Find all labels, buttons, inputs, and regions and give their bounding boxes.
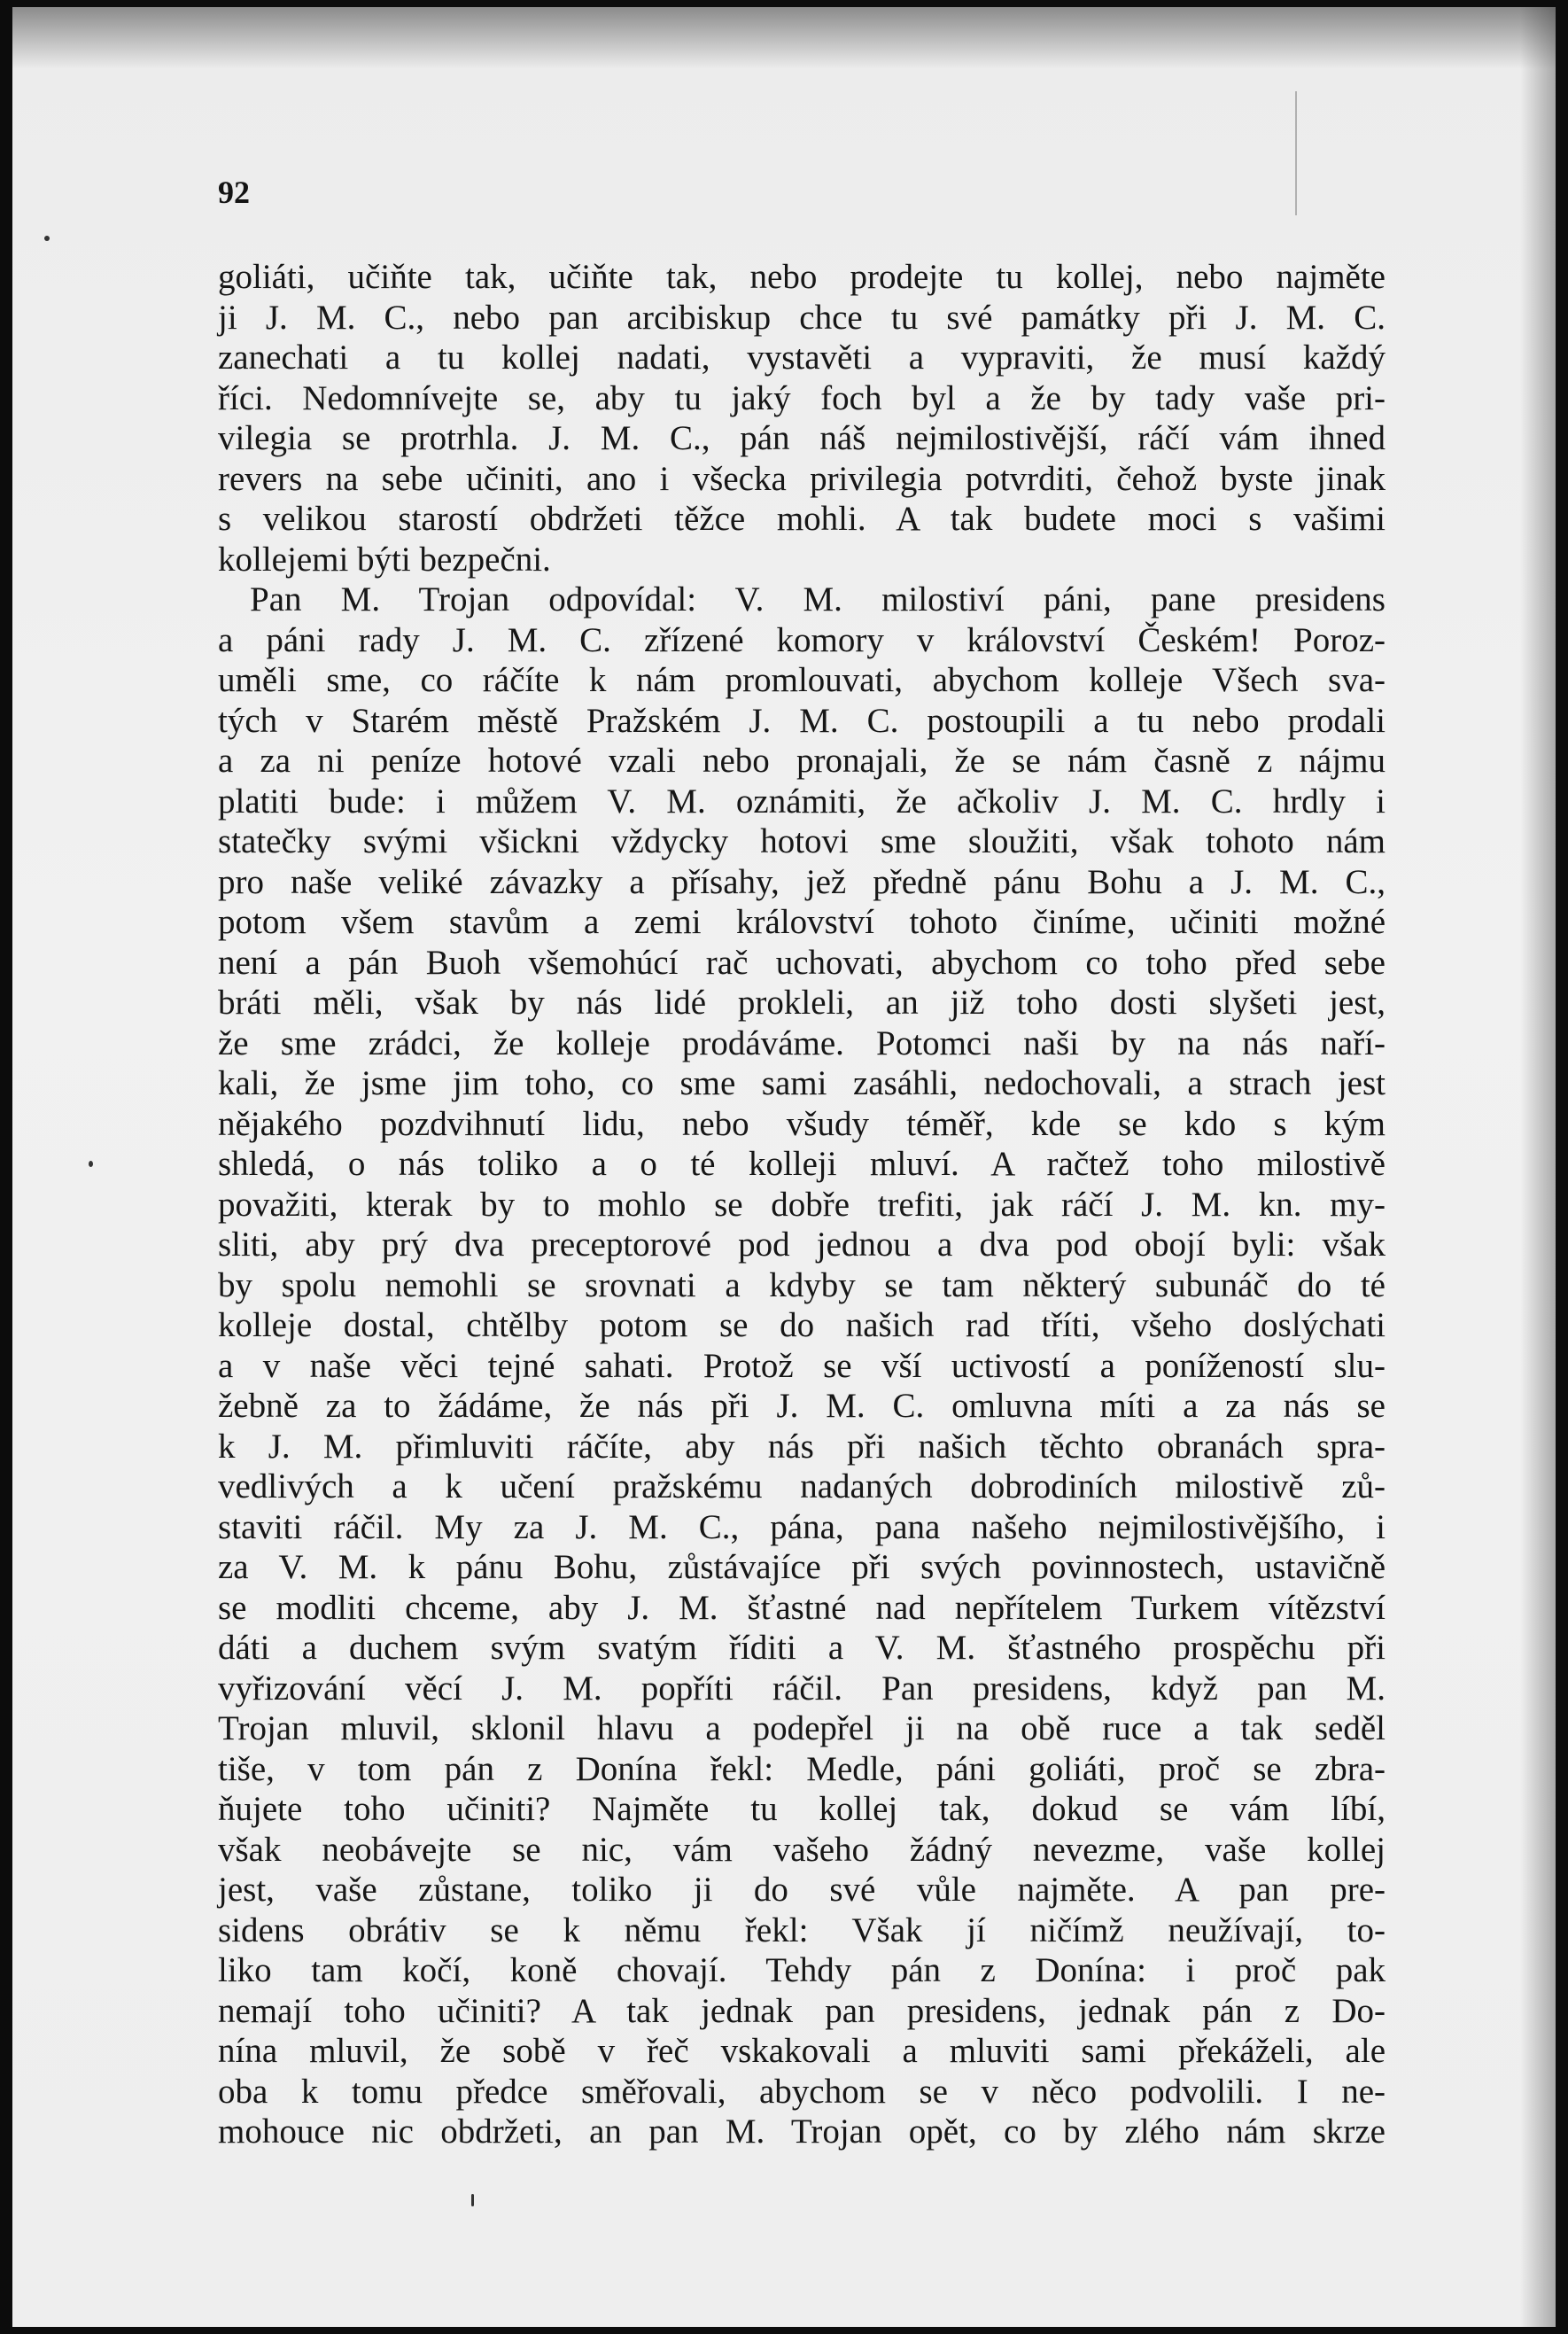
text-line: vilegia se protrhla. J. M. C., pán náš nejmilostivější, ráčí vám ihned (218, 419, 1386, 457)
text-line: jest, vaše zůstane, toliko ji do své vůle najměte. A pan pre- (218, 1871, 1386, 1909)
text-line: nějakého pozdvihnutí lidu, nebo všudy téměř, kde se kdo s kým (218, 1104, 1386, 1143)
text-line: bráti měli, však by nás lidé prokleli, an již toho dosti slyšeti jest, (218, 984, 1386, 1022)
text-line: žebně za to žádáme, že nás při J. M. C. omluvna míti a za nás se (218, 1387, 1386, 1425)
text-line: zanechati a tu kollej nadati, vystavěti a vypraviti, že musí každý (218, 338, 1386, 377)
text-line: mohouce nic obdržeti, an pan M. Trojan opět, co by zlého nám skrze (218, 2112, 1386, 2151)
text-line: oba k tomu předce směřovali, abychom se v něco podvolili. I ne- (218, 2072, 1386, 2111)
text-line: Pan M. Trojan odpovídal: V. M. milostiví páni, pane presidens (250, 580, 1386, 619)
text-line: statečky svými všickni vždycky hotovi sme sloužiti, však tohoto nám (218, 822, 1386, 860)
text-line: potom všem stavům a zemi království tohoto činíme, učiniti možné (218, 903, 1386, 941)
text-line: by spolu nemohli se srovnati a kdyby se tam některý subunáč do té (218, 1265, 1386, 1304)
text-line: vedlivých a k učení pražskému nadaných dobrodiních milostivě zů- (218, 1467, 1386, 1505)
text-line: však neobávejte se nic, vám vašeho žádný nevezme, vaše kollej (218, 1830, 1386, 1869)
text-line: říci. Nedomnívejte se, aby tu jaký foch byl a že by tady vaše pri- (218, 378, 1386, 417)
text-line: s velikou starostí obdržeti těžce mohli. A tak budete moci s vašimi (218, 500, 1386, 538)
text-line: a za ni peníze hotové vzali nebo pronajali, že se nám časně z nájmu (218, 742, 1386, 780)
text-line: kali, že jsme jim toho, co sme sami zasáhli, nedochovali, a strach jest (218, 1064, 1386, 1102)
text-line: není a pán Buoh všemohúcí rač uchovati, abychom co toho před sebe (218, 943, 1386, 982)
text-line: a páni rady J. M. C. zřízené komory v království Českém! Poroz- (218, 620, 1386, 659)
text-line: sidens obrátiv se k němu řekl: Však jí ničímž neužívají, to- (218, 1910, 1386, 1949)
text-line: ňujete toho učiniti? Najměte tu kollej tak, dokud se vám líbí, (218, 1790, 1386, 1828)
scan-shadow-right (1520, 7, 1556, 2327)
text-line: nemají toho učiniti? A tak jednak pan presidens, jednak pán z Do- (218, 1991, 1386, 2030)
text-line: shledá, o nás toliko a o té kolleji mluví. A račtež toho milostivě (218, 1145, 1386, 1183)
paper-fold-mark (1295, 91, 1297, 215)
text-line: považiti, kterak by to mohlo se dobře trefiti, jak ráčí J. M. kn. my- (218, 1185, 1386, 1224)
text-line: dáti a duchem svým svatým říditi a V. M. šťastného prospěchu při (218, 1629, 1386, 1667)
text-line: kollejemi býti bezpečni. (218, 540, 551, 579)
text-line: goliáti, učiňte tak, učiňte tak, nebo prodejte tu kollej, nebo najměte (218, 258, 1386, 296)
text-line: liko tam kočí, koně chovají. Tehdy pán z Donína: i proč pak (218, 1951, 1386, 1989)
scan-shadow-top (12, 7, 1556, 69)
page-number: 92 (218, 175, 250, 210)
text-line: že sme zrádci, že kolleje prodáváme. Potomci naši by na nás naří- (218, 1023, 1386, 1062)
text-line: staviti ráčil. My za J. M. C., pána, pana našeho nejmilostivějšího, i (218, 1507, 1386, 1546)
text-line: pro naše veliké závazky a přísahy, jež předně pánu Bohu a J. M. C., (218, 862, 1386, 901)
text-line: za V. M. k pánu Bohu, zůstávajíce při svých povinnostech, ustavičně (218, 1548, 1386, 1586)
text-line: a v naše věci tejné sahati. Protož se vší uctivostí a ponížeností slu- (218, 1346, 1386, 1385)
text-line: platiti bude: i můžem V. M. oznámiti, že ačkoliv J. M. C. hrdly i (218, 782, 1386, 821)
text-line: tiše, v tom pán z Donína řekl: Medle, páni goliáti, proč se zbra- (218, 1749, 1386, 1788)
book-page (12, 7, 1556, 2327)
body-text (218, 257, 1386, 2152)
scan-speck (471, 2194, 474, 2206)
text-line: uměli sme, co ráčíte k nám promlouvati, abychom kolleje Všech sva- (218, 661, 1386, 699)
text-line: revers na sebe učiniti, ano i všecka privilegia potvrditi, čehož byste jinak (218, 459, 1386, 498)
text-line: se modliti chceme, aby J. M. šťastné nad nepřítelem Turkem vítězství (218, 1588, 1386, 1627)
scan-speck (44, 236, 50, 241)
text-line: ji J. M. C., nebo pan arcibiskup chce tu své památky při J. M. C. (218, 298, 1386, 337)
text-line: kolleje dostal, chtělby potom se do našich rad tříti, všeho doslýchati (218, 1306, 1386, 1344)
text-line: tých v Starém městě Pražském J. M. C. postoupili a tu nebo prodali (218, 701, 1386, 740)
text-line: k J. M. přimluviti ráčíte, aby nás při našich těchto obranách spra- (218, 1427, 1386, 1466)
text-line: nína mluvil, že sobě v řeč vskakovali a mluviti sami překáželi, ale (218, 2032, 1386, 2070)
text-line: sliti, aby prý dva preceptorové pod jednou a dva pod obojí byli: však (218, 1225, 1386, 1264)
text-line: Trojan mluvil, sklonil hlavu a podepřel ji na obě ruce a tak seděl (218, 1709, 1386, 1747)
scan-speck (89, 1161, 93, 1167)
text-line: vyřizování věcí J. M. popříti ráčil. Pan presidens, když pan M. (218, 1669, 1386, 1708)
